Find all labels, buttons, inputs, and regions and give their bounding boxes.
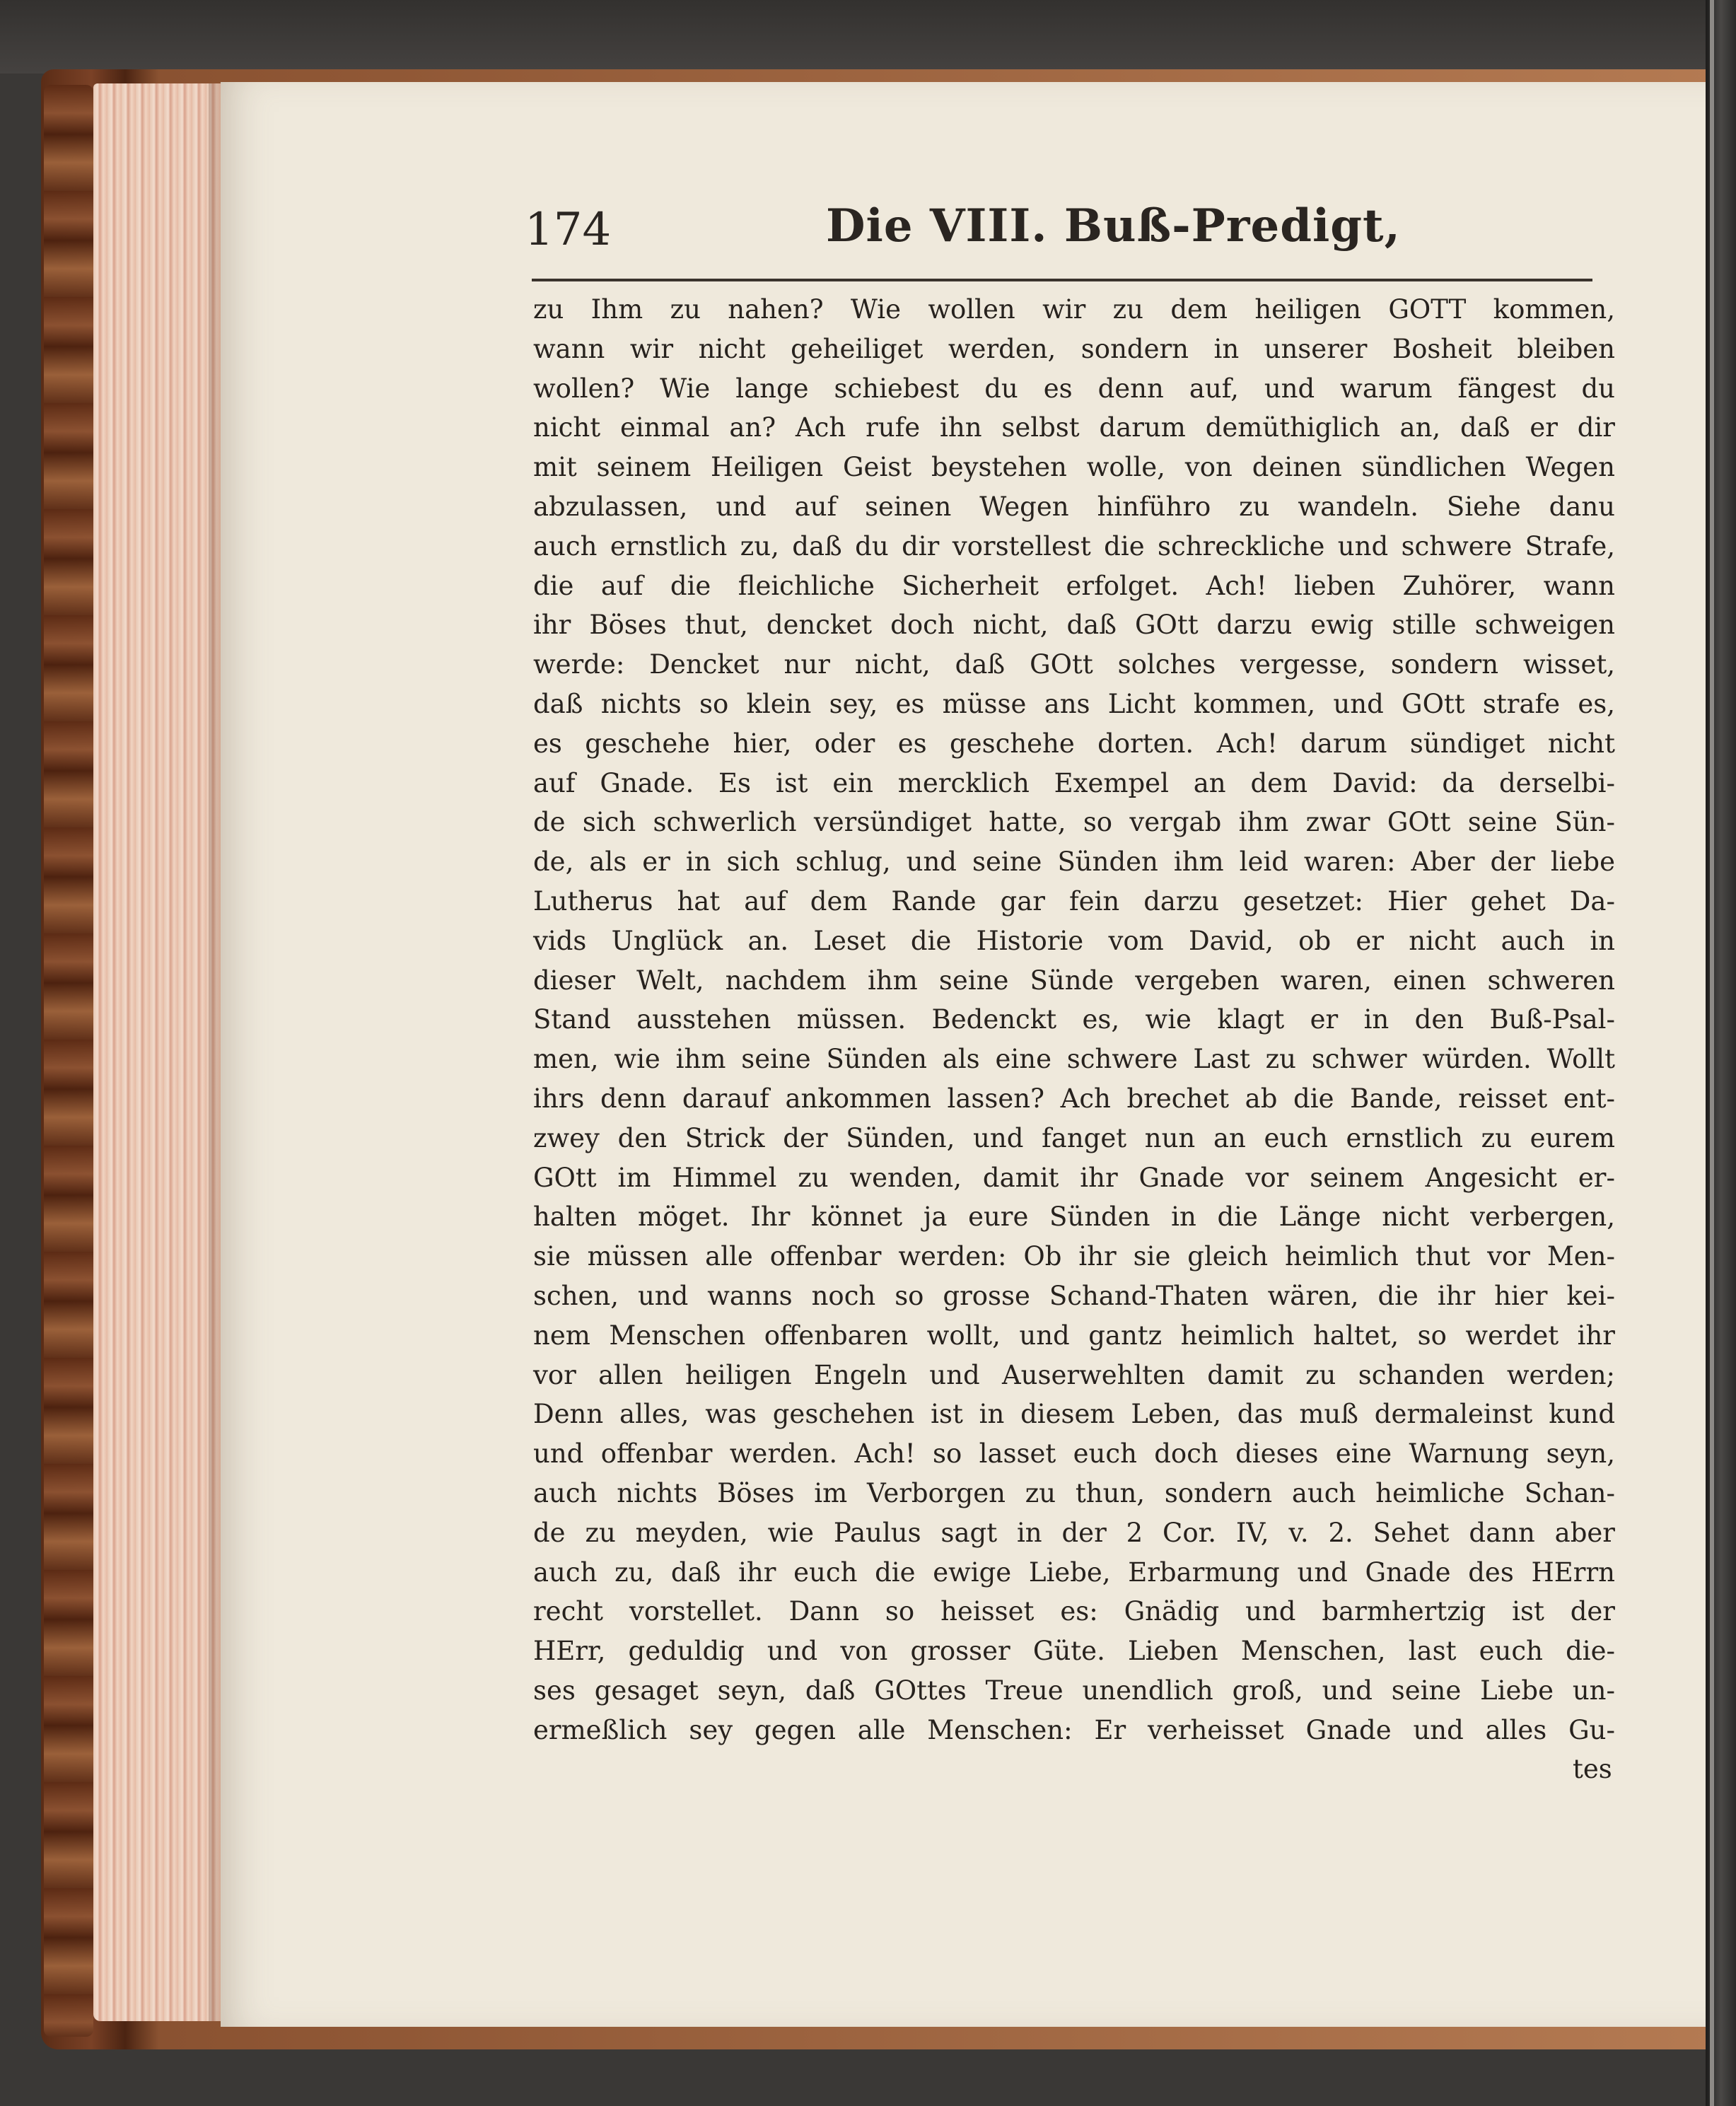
text-line: GOtt im Himmel zu wenden, damit ihr Gnade vor seinem Angesicht er- [533,1162,1615,1193]
text-line: ermeßlich sey gegen alle Menschen: Er verheisset Gnade und alles Gu- [533,1714,1615,1745]
body-text [533,290,1615,1750]
page-edges [93,83,221,2021]
text-line: men, wie ihm seine Sünden als eine schwere Last zu schwer würden. Wollt [533,1044,1615,1075]
text-line: es geschehe hier, oder es geschehe dorten. Ach! darum sündiget nicht [533,728,1615,759]
header-rule [532,279,1592,281]
text-line: dieser Welt, nachdem ihm seine Sünde vergeben waren, einen schweren [533,965,1615,996]
text-line: mit seinem Heiligen Geist beystehen wolle, von deinen sündlichen Wegen [533,452,1615,483]
text-line: de sich schwerlich versündiget hatte, so vergab ihm zwar GOtt seine Sün- [533,807,1615,838]
text-line: daß nichts so klein sey, es müsse ans Licht kommen, und GOtt strafe es, [533,688,1615,719]
leather-spine-edge [44,85,93,2037]
page-number: 174 [525,204,612,256]
text-line: werde: Dencket nur nicht, daß GOtt solches vergesse, sondern wisset, [533,649,1615,680]
text-line: vids Unglück an. Leset die Historie vom David, ob er nicht auch in [533,925,1615,956]
text-line: HErr, geduldig und von grosser Güte. Lieben Menschen, last euch die- [533,1636,1615,1667]
text-line: vor allen heiligen Engeln und Auserwehlten damit zu schanden werden; [533,1359,1615,1390]
text-line: halten möget. Ihr könnet ja eure Sünden in die Länge nicht verbergen, [533,1202,1615,1233]
text-line: nicht einmal an? Ach rufe ihn selbst darum demüthiglich an, daß er dir [533,412,1615,443]
text-line: zu Ihm zu nahen? Wie wollen wir zu dem heiligen GOTT kommen, [533,294,1615,325]
right-edge-line [1710,0,1714,2106]
text-line: Stand ausstehen müssen. Bedenckt es, wie klagt er in den Buß-Psal- [533,1004,1615,1035]
text-line: wollen? Wie lange schiebest du es denn auf, und warum fängest du [533,373,1615,404]
text-line: de, als er in sich schlug, und seine Sünden ihm leid waren: Aber der liebe [533,847,1615,878]
text-line: auch zu, daß ihr euch die ewige Liebe, Erbarmung und Gnade des HErrn [533,1557,1615,1588]
text-line: nem Menschen offenbaren wollt, und gantz heimlich haltet, so werdet ihr [533,1320,1615,1351]
text-line: und offenbar werden. Ach! so lasset euch doch dieses eine Warnung seyn, [533,1438,1615,1470]
text-line: auch ernstlich zu, daß du dir vorstellest die schreckliche und schwere Strafe, [533,530,1615,562]
text-line: auf Gnade. Es ist ein mercklich Exempel an dem David: da derselbi- [533,767,1615,798]
text-line: ses gesaget seyn, daß GOttes Treue unendlich groß, und seine Liebe un- [533,1675,1615,1706]
text-line: auch nichts Böses im Verborgen zu thun, sondern auch heimliche Schan- [533,1477,1615,1508]
text-line: de zu meyden, wie Paulus sagt in der 2 Cor. IV, v. 2. Sehet dann aber [533,1517,1615,1548]
text-line: sie müssen alle offenbar werden: Ob ihr sie gleich heimlich thut vor Men- [533,1241,1615,1272]
text-line: wann wir nicht geheiliget werden, sondern in unserer Bosheit bleiben [533,333,1615,364]
text-line: schen, und wanns noch so grosse Schand-Thaten wären, die ihr hier kei- [533,1280,1615,1311]
running-title: Die VIII. Buß-Predigt, [826,199,1401,252]
text-line: Denn alles, was geschehen ist in diesem Leben, das muß dermaleinst kund [533,1399,1615,1430]
text-line: Lutherus hat auf dem Rande gar fein darzu gesetzet: Hier gehet Da- [533,885,1615,917]
text-line: die auf die fleichliche Sicherheit erfolget. Ach! lieben Zuhörer, wann [533,570,1615,601]
text-line: abzulassen, und auf seinen Wegen hinführo zu wandeln. Siehe danu [533,491,1615,522]
text-line: ihr Böses thut, dencket doch nicht, daß GOtt darzu ewig stille schweigen [533,610,1615,641]
text-line: zwey den Strick der Sünden, und fanget nun an euch ernstlich zu eurem [533,1122,1615,1153]
text-line: recht vorstellet. Dann so heisset es: Gnädig und barmhertzig ist der [533,1596,1615,1627]
background-top [0,0,1706,74]
text-line: ihrs denn darauf ankommen lassen? Ach brechet ab die Bande, reisset ent- [533,1083,1615,1114]
catchword: tes [1573,1754,1612,1784]
